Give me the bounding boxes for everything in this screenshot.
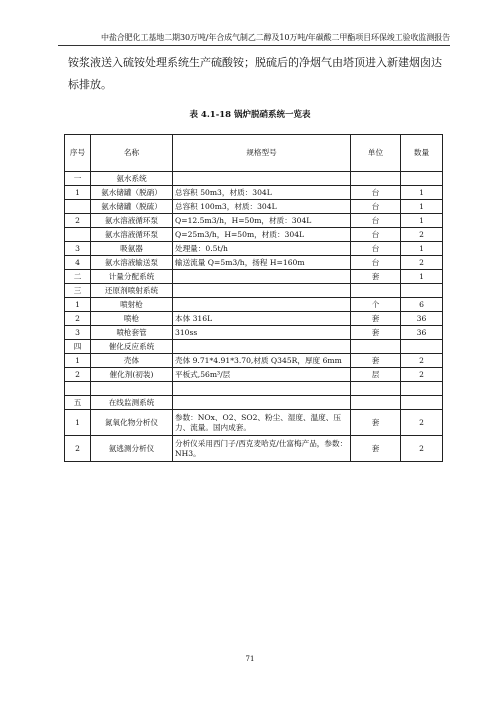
table-row — [65, 200, 443, 214]
table-row — [65, 256, 443, 270]
table-body — [65, 172, 443, 462]
cell-no: 2 — [65, 214, 91, 228]
cell-no: 4 — [65, 256, 91, 270]
cell-no: 1 — [65, 186, 91, 200]
header-no: 序号 — [65, 135, 91, 172]
cell-no: 1 — [65, 410, 91, 436]
cell-spec — [173, 284, 351, 298]
cell-spec: 参数：NOx、O2、SO2、粉尘、湿度、温度、压力、流量。国内成套。 — [173, 410, 351, 436]
cell-no: 1 — [65, 298, 91, 312]
cell-name: 氨水储罐（脱硫） — [91, 200, 173, 214]
cell-name: 氨水溶液循环泵 — [91, 214, 173, 228]
table-row — [65, 214, 443, 228]
cell-spec: Q=12.5m3/h，H=50m，材质：304L — [173, 214, 351, 228]
cell-unit: 层 — [351, 368, 401, 382]
cell-unit: 套 — [351, 354, 401, 368]
header-unit: 单位 — [351, 135, 401, 172]
cell-name: 喷枪套管 — [91, 326, 173, 340]
table-row — [65, 396, 443, 410]
cell-no — [65, 382, 91, 396]
cell-no: 2 — [65, 436, 91, 462]
cell-no — [65, 228, 91, 242]
cell-name — [91, 382, 173, 396]
cell-unit: 台 — [351, 200, 401, 214]
cell-qty: 2 — [401, 368, 443, 382]
cell-qty: 1 — [401, 270, 443, 284]
table-row — [65, 410, 443, 436]
cell-unit: 套 — [351, 326, 401, 340]
table-row — [65, 354, 443, 368]
table-row — [65, 298, 443, 312]
cell-spec — [173, 396, 351, 410]
cell-spec — [173, 172, 351, 186]
table-row — [65, 172, 443, 186]
cell-spec — [173, 270, 351, 284]
page-number: 71 — [245, 655, 255, 663]
cell-no: 四 — [65, 340, 91, 354]
cell-qty: 36 — [401, 312, 443, 326]
cell-spec: 处理量：0.5t/h — [173, 242, 351, 256]
cell-spec — [173, 298, 351, 312]
cell-unit — [351, 284, 401, 298]
cell-name: 还原剂喷射系统 — [91, 284, 173, 298]
header-qty: 数量 — [401, 135, 443, 172]
cell-no — [65, 200, 91, 214]
cell-no: 一 — [65, 172, 91, 186]
table-row — [65, 382, 443, 396]
cell-no: 1 — [65, 354, 91, 368]
header-spec: 规格型号 — [173, 135, 351, 172]
table-caption: 表 4.1-18 锅炉脱硝系统一览表 — [189, 110, 311, 120]
cell-no: 3 — [65, 242, 91, 256]
header-name: 名称 — [91, 135, 173, 172]
cell-qty: 1 — [401, 200, 443, 214]
cell-spec: 总容积 50m3，材质：304L — [173, 186, 351, 200]
cell-spec: 总容积 100m3，材质：304L — [173, 200, 351, 214]
cell-name: 喷射枪 — [91, 298, 173, 312]
cell-qty — [401, 284, 443, 298]
table-header-row — [65, 135, 443, 172]
cell-unit: 台 — [351, 186, 401, 200]
header-rule — [58, 45, 450, 46]
cell-name: 在线监测系统 — [91, 396, 173, 410]
cell-spec — [173, 382, 351, 396]
cell-qty: 6 — [401, 298, 443, 312]
cell-qty: 2 — [401, 436, 443, 462]
table-row — [65, 186, 443, 200]
cell-name: 吸氨器 — [91, 242, 173, 256]
cell-spec: 310ss — [173, 326, 351, 340]
cell-spec: 本体 316L — [173, 312, 351, 326]
cell-no: 五 — [65, 396, 91, 410]
cell-qty: 2 — [401, 354, 443, 368]
table-row — [65, 242, 443, 256]
cell-spec — [173, 340, 351, 354]
cell-name: 催化反应系统 — [91, 340, 173, 354]
cell-name: 催化剂(初装) — [91, 368, 173, 382]
page-header: 中盐合肥化工基地二期30万吨/年合成气制乙二醇及10万吨/年碳酸二甲酯项目环保竣工验收监测报告 — [100, 33, 450, 42]
cell-no: 3 — [65, 326, 91, 340]
cell-qty — [401, 172, 443, 186]
cell-no: 二 — [65, 270, 91, 284]
cell-no: 2 — [65, 368, 91, 382]
cell-qty: 1 — [401, 214, 443, 228]
cell-name: 氨水储罐（脱硝） — [91, 186, 173, 200]
cell-unit: 个 — [351, 298, 401, 312]
cell-unit: 台 — [351, 214, 401, 228]
table-row — [65, 326, 443, 340]
cell-name: 喷枪 — [91, 312, 173, 326]
body-paragraph: 铵浆液送入硫铵处理系统生产硫酸铵；脱硫后的净烟气由塔顶进入新建烟囱达标排放。 — [68, 56, 442, 91]
cell-qty: 2 — [401, 228, 443, 242]
cell-qty: 1 — [401, 186, 443, 200]
cell-spec: 输送流量 Q=5m3/h，扬程 H=160m — [173, 256, 351, 270]
cell-spec: 平板式,56m³/层 — [173, 368, 351, 382]
cell-name: 氨逃测分析仪 — [91, 436, 173, 462]
equipment-table — [64, 134, 443, 462]
cell-spec: 壳体 9.71*4.91*3.70,材质 Q345R，厚度 6mm — [173, 354, 351, 368]
table-row — [65, 340, 443, 354]
cell-qty — [401, 396, 443, 410]
cell-name: 壳体 — [91, 354, 173, 368]
cell-name: 氨水溶液输送泵 — [91, 256, 173, 270]
cell-unit: 台 — [351, 242, 401, 256]
cell-qty — [401, 340, 443, 354]
cell-qty: 36 — [401, 326, 443, 340]
cell-unit: 套 — [351, 270, 401, 284]
cell-unit: 台 — [351, 228, 401, 242]
cell-unit — [351, 172, 401, 186]
cell-unit: 套 — [351, 312, 401, 326]
cell-name: 氮氧化物分析仪 — [91, 410, 173, 436]
table-row — [65, 312, 443, 326]
cell-qty: 2 — [401, 256, 443, 270]
cell-unit — [351, 382, 401, 396]
cell-unit — [351, 340, 401, 354]
cell-unit: 套 — [351, 436, 401, 462]
table-row — [65, 284, 443, 298]
table-row — [65, 228, 443, 242]
cell-qty — [401, 382, 443, 396]
cell-unit: 台 — [351, 256, 401, 270]
cell-no: 三 — [65, 284, 91, 298]
cell-no: 2 — [65, 312, 91, 326]
cell-spec: Q=25m3/h，H=50m，材质：304L — [173, 228, 351, 242]
cell-unit: 套 — [351, 410, 401, 436]
table-row — [65, 368, 443, 382]
cell-qty: 2 — [401, 410, 443, 436]
cell-qty: 1 — [401, 242, 443, 256]
table-row — [65, 436, 443, 462]
cell-name: 氨水系统 — [91, 172, 173, 186]
cell-name: 氨水溶液循环泵 — [91, 228, 173, 242]
cell-unit — [351, 396, 401, 410]
table-row — [65, 270, 443, 284]
cell-spec: 分析仪采用西门子/西克麦哈克/仕富梅产品，参数：NH3。 — [173, 436, 351, 462]
cell-name: 计量分配系统 — [91, 270, 173, 284]
